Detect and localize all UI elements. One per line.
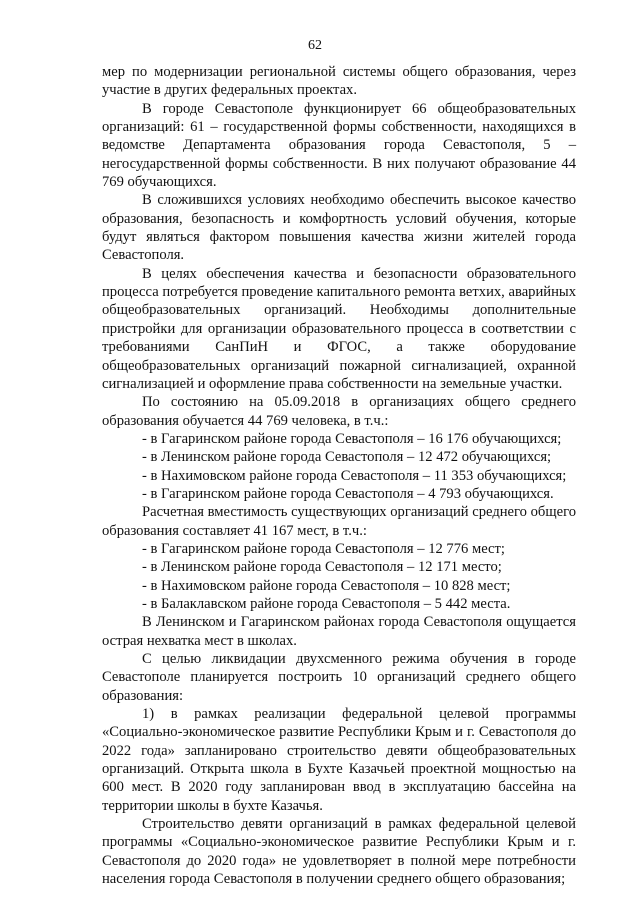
paragraph-conclusion: Строительство девяти организаций в рамках федеральной целевой программы «Социально-экономическое развитие Республики Крым и г. Севастополя до 2020 года» не удовлетворяет в полной мере потребности населения города Севастополя в получении среднего общего образования; — [102, 816, 576, 888]
paragraph-intro: мер по модернизации региональной системы общего образования, через участие в других федеральных проектах. — [102, 64, 576, 99]
list-item: - в Балаклавском районе города Севастополя – 5 442 места. — [142, 595, 511, 612]
list-item: - в Нахимовском районе города Севастополя – 10 828 мест; — [142, 577, 511, 594]
list-item: - в Гагаринском районе города Севастополя – 4 793 обучающихся. — [142, 485, 554, 502]
paragraph-safety: В целях обеспечения качества и безопасности образовательного процесса потребуется проведение капитального ремонта ветхих, аварийных общеобразовательных организаций. Необходимы дополнительные пристройки для организации образовательного процесса в соответствии с требованиями СанПиН и ФГОС, а также оборудование общеобразовательных организаций пожарной сигнализацией, охранной сигнализацией и оформление права собственности на земельные участки. — [102, 265, 576, 392]
list-item: - в Ленинском районе города Севастополя – 12 472 обучающихся; — [142, 449, 552, 466]
capacity-list — [102, 540, 576, 613]
students-list — [102, 430, 576, 503]
list-item: - в Нахимовском районе города Севастополя – 11 353 обучающихся; — [142, 467, 567, 484]
paragraph-shortage: В Ленинском и Гагаринском районах города Севастополя ощущается острая нехватка мест в школах. — [102, 614, 576, 649]
list-item: - в Ленинском районе города Севастополя – 12 171 место; — [142, 559, 502, 576]
page-number: 62 — [308, 38, 322, 53]
paragraph-conditions: В сложившихся условиях необходимо обеспечить высокое качество образования, безопасность и комфортность условий обучения, которые будут являться фактором повышения качества жизни жителей города Севастополя. — [102, 192, 576, 264]
paragraph-org-count: В городе Севастополе функционирует 66 общеобразовательных организаций: 61 – государственной формы собственности, находящихся в ведомстве Департамента образования города Севастополя, 5 – негосударственной формы собственности. В них получают образование 44 769 обучающихся. — [102, 100, 576, 191]
paragraph-plan: С целью ликвидации двухсменного режима обучения в городе Севастополе планируется построить 10 организаций среднего общего образования: — [102, 651, 576, 704]
list-item: - в Гагаринском районе города Севастополя – 12 776 мест; — [142, 540, 505, 557]
paragraph-capacity-intro: Расчетная вместимость существующих организаций среднего общего образования составляет 41 167 мест, в т.ч.: — [102, 504, 576, 539]
paragraph-students-intro: По состоянию на 05.09.2018 в организациях общего среднего образования обучается 44 769 человека, в т.ч.: — [102, 394, 576, 429]
list-item: - в Гагаринском районе города Севастополя – 16 176 обучающихся; — [142, 430, 562, 447]
document-body — [102, 63, 576, 888]
paragraph-program: 1) в рамках реализации федеральной целевой программы «Социально-экономическое развитие Республики Крым и г. Севастополя до 2022 года» запланировано строительство девяти общеобразовательных организаций. Открыта школа в Бухте Казачьей проектной мощностью на 600 мест. В 2020 году запланирован ввод в эксплуатацию бассейна на территории школы в бухте Казачья. — [102, 706, 576, 814]
